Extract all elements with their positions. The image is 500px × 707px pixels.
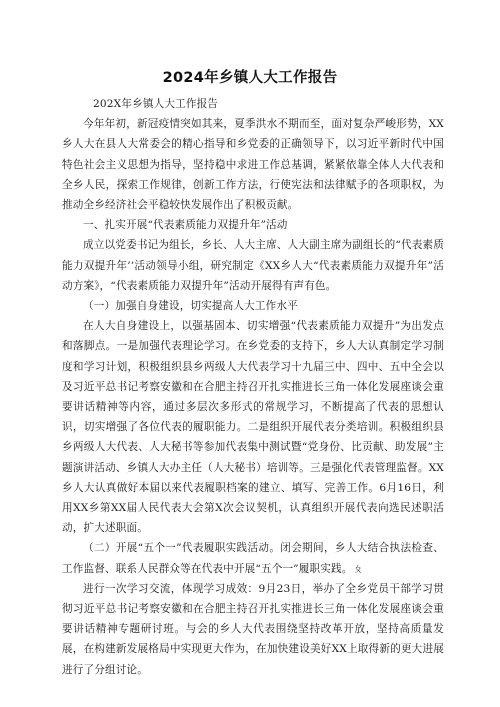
paragraph: 在人大自身建设上，以强基固本、切实增强“代表素质能力双提升”为出发点和落脚点。一是加强代表理论学习。在乡党委的支持下，乡人大认真制定学习制度和学习计划，积极组织县乡两级人大代表学习十九届三中、四中、五中全会以及习近平总书记考察安徽和在合肥主持召开扎实推进长三角一体化发展座谈会重要讲话精神等内容，通过多层次多形式的常规学习，不断提高了代表的思想认识，切实增强了各位代表的履职能力。二是组织开展代表分类培训。积极组织县乡两级人大代表、人大秘书等参加代表集中测试暨“党身份、比贡献、助发展”主题演讲活动、乡镇人大办主任（人大秘书）培训等。三是强化代表管理监督。XX乡人大认真做好本届以来代表履职档案的建立、填写、完善工作。6月16日，利用XX乡第XX届人民代表大会第X次会议契机，认真组织开展代表向选民述职活动，扩大述职面。 — [62, 320, 444, 535]
paragraph: 今年年初，新冠疫情突如其来，夏季洪水不期而至，面对复杂严峻形势，XX乡人大在县人大常委会的精心指导和乡党委的正确领导下，以习近平新时代中国特色社会主义思想为指导，坚持稳中求进工作总基调，紧紧依靠全体人大代表和全乡人民，探索工作规律，创新工作方法，行使宪法和法律赋予的各项职权，为推动全乡经济社会平稳较快发展作出了积极贡献。 — [62, 118, 444, 212]
subsection-heading: （二）开展“五个一”代表履职实践活动。闭会期间，乡人大结合执法检查、工作监督、联系人民群众等在代表中开展“五个一”履职实践。ㄆ — [62, 542, 444, 575]
paragraph: 进行一次学习交流，体现学习成效：9月23日，举办了全乡党员干部学习贯彻习近平总书记考察安徽和在合肥主持召开扎实推进长三角一体化发展座谈会重要讲话精神专题研讨班。与会的乡人大代表围绕坚持改革开放，坚持高质量发展，在构建新发展格局中实现更大作为，在加快建设美好XX上取得新的更大进展进行了分组讨论。 — [62, 582, 444, 676]
document-body — [62, 94, 444, 680]
section-heading: 一、扎实开展“代表素质能力双提升年”活动 — [83, 219, 288, 232]
paragraph-subtitle: 202X年乡镇人大工作报告 — [93, 98, 219, 110]
paragraph: 成立以党委书记为组长，乡长、人大主席、人大副主席为副组长的“代表素质能力双提升年’’活动领导小组，研究制定《XX乡人大“代表素质能力双提升年”活动方案》，“代表素质能力双提升年”活动开展得有声有色。 — [62, 239, 444, 292]
subsection-heading: （一）加强自身建设，切实提高人大工作水平 — [83, 300, 298, 313]
document-title: 2024年乡镇人大工作报告 — [162, 70, 338, 86]
